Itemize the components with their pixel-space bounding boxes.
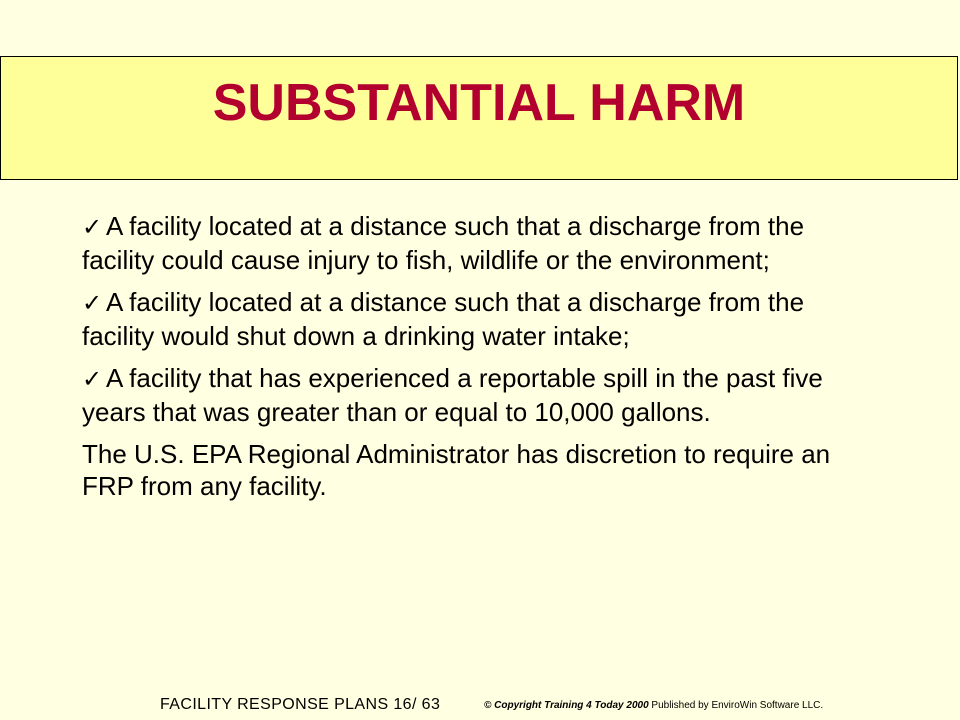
title-box (0, 56, 958, 180)
checkmark-icon: ✓ (82, 214, 103, 241)
bullet-item (82, 362, 882, 428)
bullet-text: A facility that has experienced a reportable spill in the past five years that was greater than or equal to 10,000 gallons. (82, 363, 823, 427)
slide-body (82, 210, 882, 502)
footer-credits (484, 700, 823, 712)
footer-publisher: Published by EnviroWin Software LLC. (651, 700, 824, 711)
bullet-text: A facility located at a distance such that a discharge from the facility could cause injury to fish, wildlife or the environment; (82, 211, 805, 275)
footer-course-page: FACILITY RESPONSE PLANS 16/ 63 (160, 696, 441, 713)
bullet-item (82, 210, 882, 276)
checkmark-icon: ✓ (82, 290, 103, 317)
slide-title: SUBSTANTIAL HARM (212, 74, 746, 132)
bullet-item (82, 286, 882, 352)
bullet-text: A facility located at a distance such that a discharge from the facility would shut down a drinking water intake; (82, 287, 805, 351)
closing-note: The U.S. EPA Regional Administrator has discretion to require an FRP from any facility. (82, 439, 831, 501)
footer-copyright: © Copyright Training 4 Today 2000 (484, 700, 649, 711)
checkmark-icon: ✓ (82, 366, 103, 393)
